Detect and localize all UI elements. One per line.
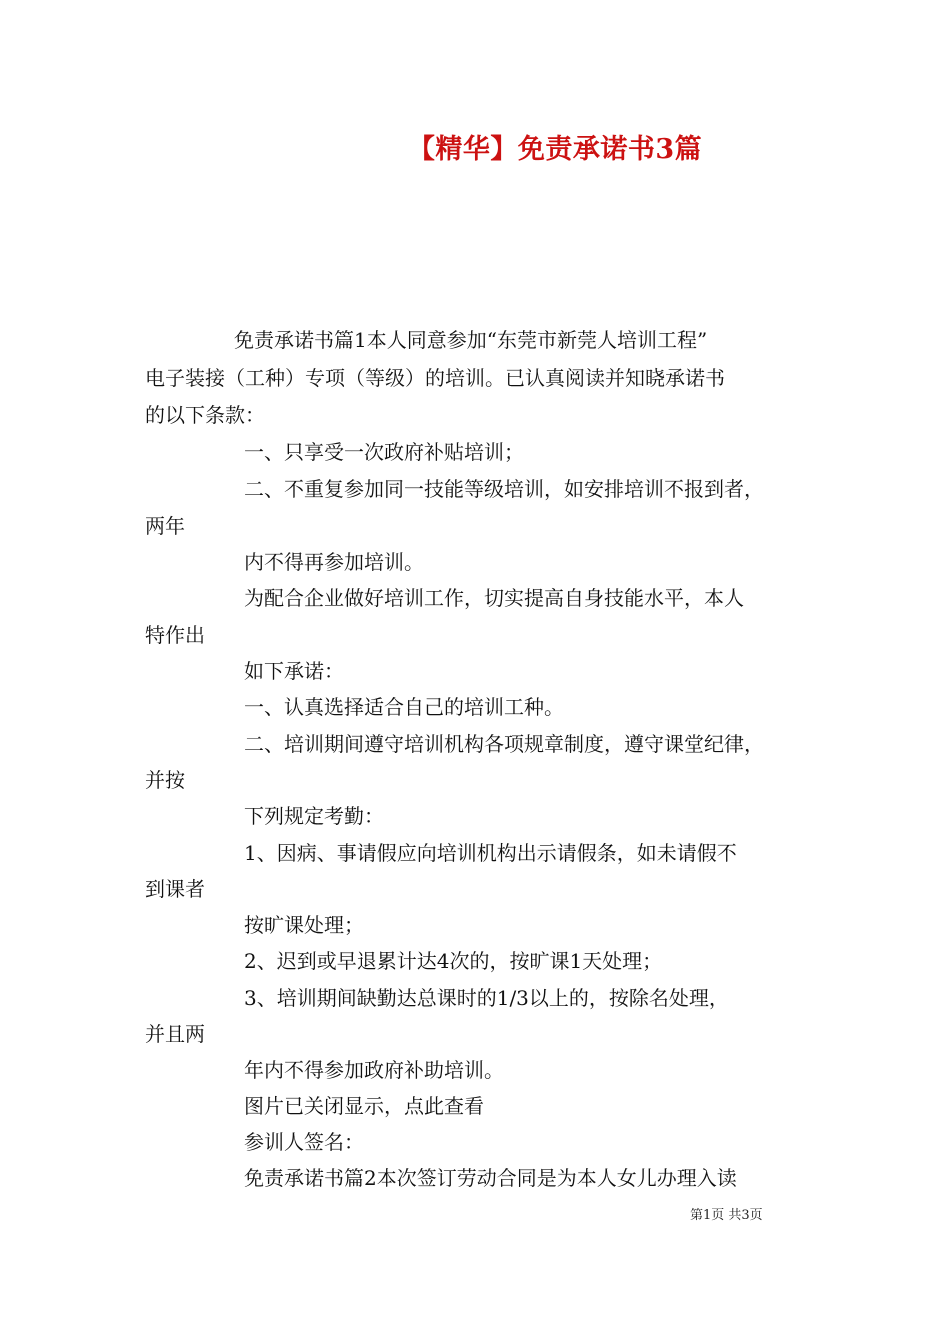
image-placeholder-link[interactable]: 图片已关闭显示，点此查看 [244,1094,484,1118]
paragraph-line: 如下承诺： [244,659,344,683]
paragraph-line: 免责承诺书篇1本人同意参加“东莞市新莞人培训工程” [234,328,708,352]
paragraph-line: 3、培训期间缺勤达总课时的1/3以上的，按除名处理， [244,986,729,1010]
page-number-footer: 第1页 共3页 [690,1208,763,1223]
paragraph-line: 免责承诺书篇2本次签订劳动合同是为本人女儿办理入读 [244,1166,737,1190]
paragraph-line: 按旷课处理； [244,913,364,937]
paragraph-line: 的以下条款： [145,403,265,427]
paragraph-line: 到课者 [145,877,205,901]
document-title: 【精华】免责承诺书3篇 [407,134,703,165]
paragraph-line: 两年 [145,514,185,538]
signature-label: 参训人签名： [244,1130,364,1154]
paragraph-line: 一、认真选择适合自己的培训工种。 [244,695,564,719]
paragraph-line: 内不得再参加培训。 [244,550,424,574]
paragraph-line: 2、迟到或早退累计达4次的，按旷课1天处理； [244,949,663,973]
paragraph-line: 特作出 [145,623,205,647]
paragraph-line: 并按 [145,768,185,792]
paragraph-line: 并且两 [145,1022,205,1046]
paragraph-line: 二、培训期间遵守培训机构各项规章制度，遵守课堂纪律， [244,732,764,756]
paragraph-line: 二、不重复参加同一技能等级培训，如安排培训不报到者， [244,477,764,501]
paragraph-line: 下列规定考勤： [244,804,384,828]
paragraph-line: 一、只享受一次政府补贴培训； [244,440,524,464]
paragraph-line: 为配合企业做好培训工作，切实提高自身技能水平，本人 [244,586,744,610]
paragraph-line: 1、因病、事请假应向培训机构出示请假条，如未请假不 [244,841,737,865]
paragraph-line: 年内不得参加政府补助培训。 [244,1058,504,1082]
paragraph-line: 电子装接（工种）专项（等级）的培训。已认真阅读并知晓承诺书 [145,366,725,390]
